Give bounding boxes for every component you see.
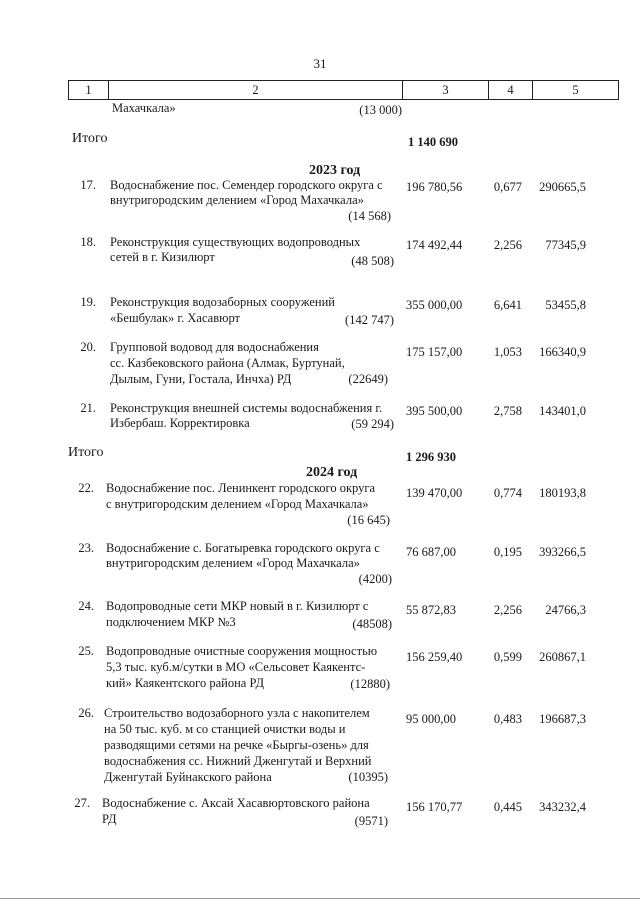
row-number: 25. [78, 644, 94, 658]
page-number: 31 [313, 56, 327, 71]
row-number: 26. [78, 706, 94, 720]
row-desc-line: сс. Казбековского района (Алмак, Буртунай, [110, 356, 345, 370]
row-code: (14 568) [348, 209, 391, 223]
row-code: (48 508) [351, 254, 394, 268]
row-cost: 355 000,00 [406, 298, 463, 312]
row-cost: 95 000,00 [406, 712, 456, 726]
row-number: 18. [80, 235, 96, 249]
row-desc-line: водоснабжения сс. Нижний Дженгутай и Верхний [104, 754, 372, 768]
row-code: (16 645) [347, 513, 390, 527]
row-number: 27. [74, 796, 90, 810]
row-desc-line: 5,3 тыс. куб.м/сутки в МО «Сельсовет Каякентс- [106, 660, 366, 674]
total-label: Итого [68, 445, 104, 460]
row-number: 24. [78, 599, 94, 613]
row-desc-line: Реконструкция существующих водопроводных [110, 235, 361, 249]
row-unit-cost: 166340,9 [539, 345, 586, 359]
row-cost: 156 170,77 [406, 800, 463, 814]
row-length: 0,195 [493, 545, 522, 559]
row-length: 1,053 [493, 345, 522, 359]
row-unit-cost: 77345,9 [545, 238, 586, 252]
header-col-1: 1 [68, 80, 108, 100]
row-desc-line: Водоснабжение пос. Семендер городского округа с [110, 178, 383, 192]
row-desc-line: внутригородским делением «Город Махачкала» [110, 193, 364, 207]
row-desc-line: «Бешбулак» г. Хасавюрт [110, 311, 240, 325]
row-cost: 196 780,56 [406, 180, 463, 194]
row-length: 0,483 [493, 712, 522, 726]
year-heading: 2023 год [309, 163, 361, 178]
row-desc-line: внутригородским делением «Город Махачкала» [106, 556, 360, 570]
carry-desc: Махачкала» [112, 101, 176, 115]
row-unit-cost: 260867,1 [539, 650, 586, 664]
row-length: 2,256 [493, 238, 522, 252]
row-unit-cost: 24766,3 [545, 603, 586, 617]
row-desc-line: Водопроводные сети МКР новый в г. Кизилюрт с [106, 599, 369, 613]
row-length: 0,677 [493, 180, 522, 194]
row-number: 17. [80, 178, 96, 192]
row-code: (59 294) [351, 417, 394, 431]
row-unit-cost: 196687,3 [539, 712, 586, 726]
row-length: 2,758 [493, 404, 522, 418]
row-length: 0,445 [493, 800, 522, 814]
row-desc-line: Водопроводные очистные сооружения мощностью [106, 644, 378, 658]
row-desc-line: Водоснабжение с. Аксай Хасавюртовского района [102, 796, 370, 810]
row-desc-line: на 50 тыс. куб. м со станцией очистки воды и [104, 722, 346, 736]
row-length: 0,599 [493, 650, 522, 664]
row-desc-line: сетей в г. Кизилюрт [110, 250, 215, 264]
row-unit-cost: 393266,5 [539, 545, 586, 559]
row-code: (10395) [348, 770, 388, 784]
row-cost: 139 470,00 [406, 486, 463, 500]
row-number: 22. [78, 481, 94, 495]
carry-code: (13 000) [359, 103, 402, 117]
row-cost: 156 259,40 [406, 650, 463, 664]
row-desc-line: Реконструкция внешней системы водоснабжения г. [110, 401, 383, 415]
row-unit-cost: 290665,5 [539, 180, 586, 194]
row-code: (48508) [352, 617, 392, 631]
row-code: (142 747) [345, 313, 394, 327]
header-col-4: 4 [488, 80, 532, 100]
row-desc-line: Дженгутай Буйнакского района [104, 770, 272, 784]
row-number: 19. [80, 295, 96, 309]
row-desc-line: Реконструкция водозаборных сооружений [110, 295, 335, 309]
row-length: 0,774 [493, 486, 522, 500]
total-label: Итого [72, 131, 108, 146]
total-value: 1 140 690 [408, 135, 458, 149]
row-cost: 174 492,44 [406, 238, 463, 252]
row-cost: 395 500,00 [406, 404, 463, 418]
row-number: 20. [80, 340, 96, 354]
row-cost: 175 157,00 [406, 345, 463, 359]
row-number: 23. [78, 541, 94, 555]
row-desc-line: Водоснабжение с. Богатыревка городского округа с [106, 541, 380, 555]
row-desc-line: Групповой водовод для водоснабжения [110, 340, 319, 354]
row-desc-line: с внутригородским делением «Город Махачкала» [106, 497, 369, 511]
row-cost: 55 872,83 [406, 603, 456, 617]
row-unit-cost: 343232,4 [539, 800, 586, 814]
header-col-5: 5 [532, 80, 619, 100]
row-desc-line: Строительство водозаборного узла с накопителем [104, 706, 370, 720]
row-unit-cost: 53455,8 [545, 298, 586, 312]
row-code: (4200) [358, 572, 392, 586]
row-length: 2,256 [493, 603, 522, 617]
row-length: 6,641 [493, 298, 522, 312]
row-desc-line: Избербаш. Корректировка [110, 416, 250, 430]
row-desc-line: РД [102, 812, 117, 826]
row-desc-line: Дылым, Гуни, Гостала, Инчха) РД [110, 372, 292, 386]
header-col-2: 2 [108, 80, 402, 100]
scan-edge-line [0, 898, 640, 899]
row-code: (12880) [350, 677, 390, 691]
row-number: 21. [80, 401, 96, 415]
row-unit-cost: 180193,8 [539, 486, 586, 500]
row-code: (9571) [354, 814, 388, 828]
row-desc-line: разводящими сетями на речке «Быргы-озень» для [104, 738, 369, 752]
row-code: (22649) [348, 372, 388, 386]
year-heading: 2024 год [306, 465, 358, 480]
row-desc-line: кий» Каякентского района РД [106, 676, 264, 690]
row-unit-cost: 143401,0 [539, 404, 586, 418]
row-desc-line: Водоснабжение пос. Ленинкент городского округа [106, 481, 376, 495]
row-cost: 76 687,00 [406, 545, 456, 559]
row-desc-line: подключением МКР №3 [106, 615, 236, 629]
total-value: 1 296 930 [406, 450, 456, 464]
header-col-3: 3 [402, 80, 488, 100]
